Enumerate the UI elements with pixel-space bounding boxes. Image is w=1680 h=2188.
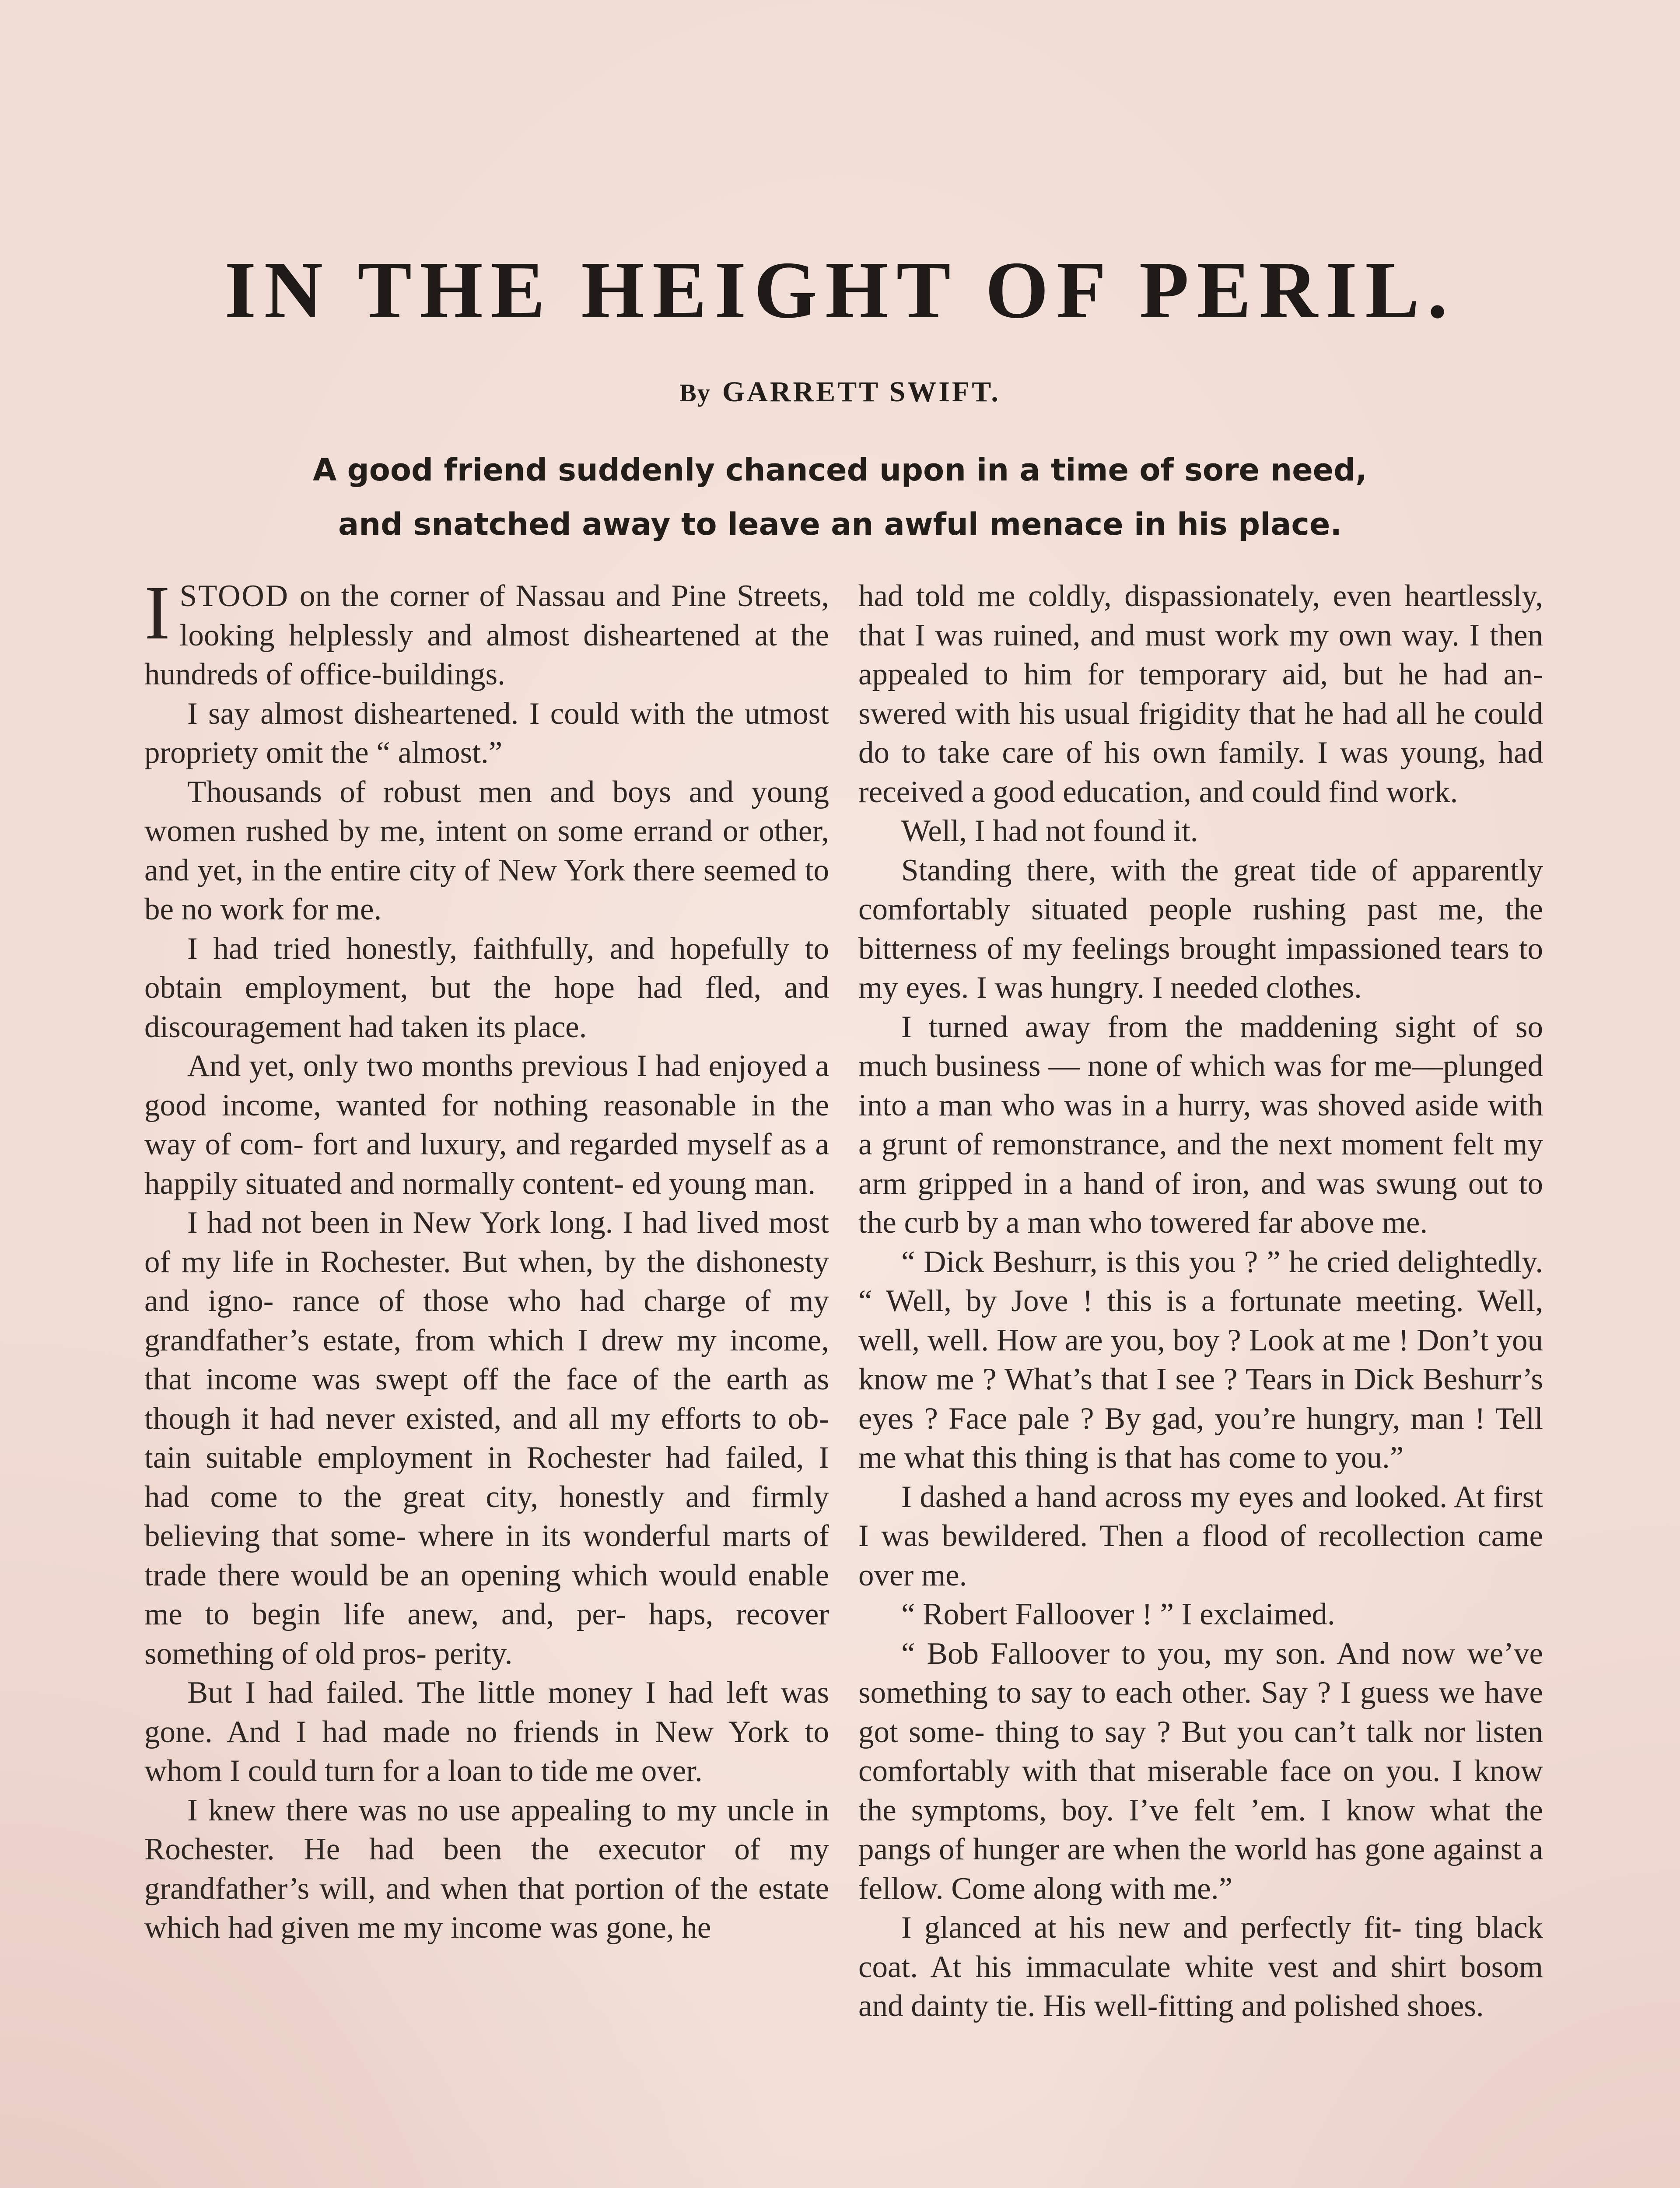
paragraph: Well, I had not found it. <box>901 814 1198 848</box>
paragraph: And yet, only two months previous I had enjoyed a good income, wanted for nothing reasonable in the way of com- fort and luxury, and regarded myself as a happily situated and normally content- ed young man. <box>144 1049 829 1201</box>
deck-line-1: A good friend suddenly chanced upon in a time of sore need, <box>313 452 1367 488</box>
drop-cap: I <box>144 570 170 656</box>
paragraph: “ Bob Falloover to you, my son. And now we’ve something to say to each other. Say ? I guess we have got some- thing to say ? But you can’t talk nor listen comfortably with that miserable face on you. I know the symptoms, boy. I’ve felt ’em. I know what the pangs of hunger are when the world has gone against a fellow. Come along with me.” <box>858 1636 1543 1906</box>
paragraph <box>144 570 829 694</box>
paragraph: “ Dick Beshurr, is this you ? ” he cried delightedly. “ Well, by Jove ! this is a fortunate meeting. Well, well, well. How are you, boy ? Look at me ! Don’t you know me ? What’s that I see ? Tears in Dick Beshurr’s eyes ? Face pale ? By gad, you’re hungry, man ! Tell me what this thing is that has come to you.” <box>858 1245 1543 1475</box>
paragraph: I turned away from the maddening sight of so much business — none of which was for me—plunged into a man who was in a hurry, was shoved aside with a grunt of remonstrance, and the next moment felt my arm gripped in a hand of iron, and was swung out to the curb by a man who towered far above me. <box>858 1010 1543 1240</box>
paragraph: Standing there, with the great tide of apparently comfortably situated people rushing past me, the bitterness of my feelings brought impassioned tears to my eyes. I was hungry. I needed clothes. <box>858 853 1543 1005</box>
deck-line-2: and snatched away to leave an awful menace in his place. <box>338 506 1342 542</box>
author-name: GARRETT SWIFT. <box>722 376 1001 408</box>
paragraph: But I had failed. The little money I had left was gone. And I had made no friends in New York to whom I could turn for a loan to tide me over. <box>144 1676 829 1788</box>
opening-small-caps: STOOD <box>179 579 290 613</box>
right-column <box>858 577 1543 2026</box>
paragraph: I had not been in New York long. I had lived most of my life in Rochester. But when, by the dishonesty and igno- rance of those who had charge of my grandfather’s estate, from which I drew my income, that income was swept off the face of the earth as though it had never existed, and all my efforts to ob- tain suitable employment in Rochester had failed, I had come to the great city, honestly and firmly believing that some- where in its wonderful marts of trade there would be an opening which would enable me to begin life anew, and, per- haps, recover something of old pros- perity. <box>144 1206 829 1671</box>
byline <box>0 375 1680 409</box>
paragraph: I dashed a hand across my eyes and looked. At first I was bewildered. Then a flood of recollection came over me. <box>858 1480 1543 1592</box>
paragraph: Thousands of robust men and boys and young women rushed by me, intent on some errand or other, and yet, in the entire city of New York there seemed to be no work for me. <box>144 775 829 926</box>
paragraph: I glanced at his new and perfectly fit- ting black coat. At his immaculate white vest and shirt bosom and dainty tie. His well-fitting and polished shoes. <box>858 1911 1543 2023</box>
article-title: IN THE HEIGHT OF PERIL. <box>224 245 1456 335</box>
paragraph: I knew there was no use appealing to my uncle in Rochester. He had been the executor of my grandfather’s will, and when that portion of the estate which had given me my income was gone, he <box>144 1793 829 1945</box>
byline-prefix: By <box>679 379 711 407</box>
left-column <box>144 570 829 1948</box>
paragraph: I say almost disheartened. I could with the utmost propriety omit the “ almost.” <box>144 696 829 770</box>
paragraph: “ Robert Falloover ! ” I exclaimed. <box>901 1597 1335 1631</box>
paragraph: had told me coldly, dispassionately, even heartlessly, that I was ruined, and must work my own way. I then appealed to him for temporary aid, but he had an- swered with his usual frigidity that he had all he could do to take care of his own family. I was young, had received a good education, and could find work. <box>858 579 1543 809</box>
paragraph-text: on the corner of Nassau and Pine Streets, looking helplessly and almost disheartened at the hundreds of office-buildings. <box>144 579 829 691</box>
article-deck <box>0 443 1680 551</box>
paragraph: I had tried honestly, faithfully, and hopefully to obtain employment, but the hope had fled, and discouragement had taken its place. <box>144 931 829 1044</box>
